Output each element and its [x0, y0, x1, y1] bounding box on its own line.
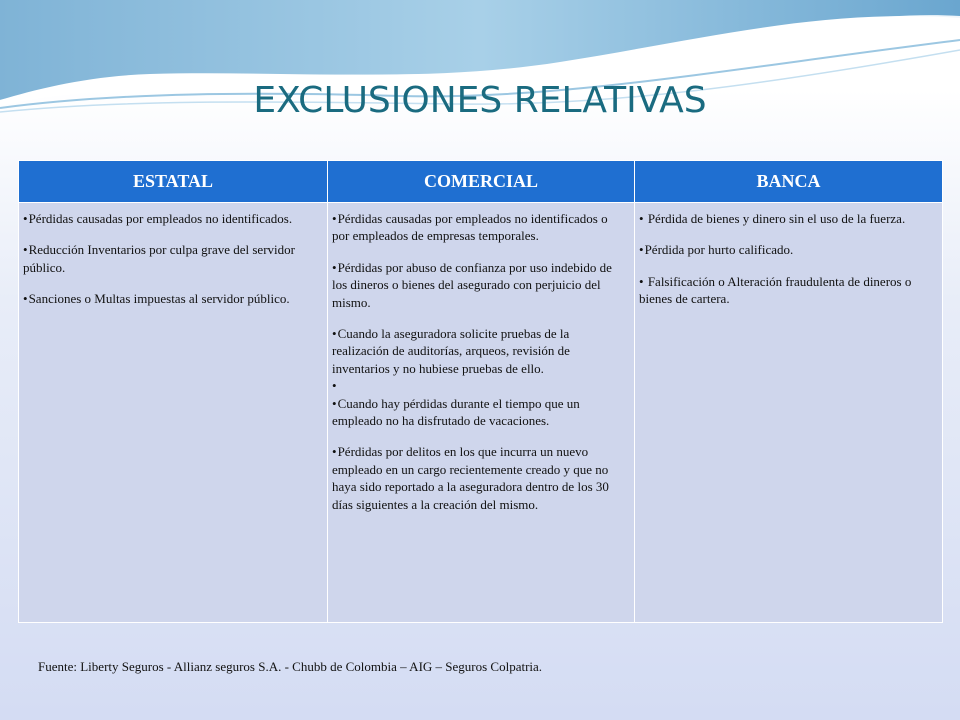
cell-banca: [635, 203, 943, 623]
list-item: •Pérdidas por delitos en los que incurra un nuevo empleado en un cargo recientemente creado y que no haya sido reportado a la aseguradora dentro de los 30 días siguientes a la creación del mismo.: [332, 444, 609, 512]
source-footnote: Fuente: Liberty Seguros - Allianz seguros S.A. - Chubb de Colombia – AIG – Seguros Colpatria.: [38, 659, 543, 674]
list-item: •Pérdidas por abuso de confianza por uso indebido de los dineros o bienes del asegurado con perjuicio del mismo.: [332, 259, 612, 310]
page-title: EXCLUSIONES RELATIVAS: [253, 80, 707, 121]
column-header-banca: BANCA: [635, 161, 943, 203]
table-header-row: [19, 161, 943, 203]
column-header-estatal: ESTATAL: [19, 161, 328, 203]
exclusions-table: [18, 160, 943, 623]
list-item: •Reducción Inventarios por culpa grave del servidor público.: [23, 242, 295, 275]
list-item: •Pérdida por hurto calificado.: [639, 242, 794, 258]
table-row: [19, 203, 943, 623]
list-item: • Pérdida de bienes y dinero sin el uso de la fuerza.: [639, 211, 906, 226]
cell-estatal: [19, 203, 328, 623]
list-item: •Sanciones o Multas impuestas al servidor público.: [23, 291, 290, 307]
column-header-comercial: COMERCIAL: [328, 161, 635, 203]
list-item: • Falsificación o Alteración fraudulenta de dineros o bienes de cartera.: [639, 273, 912, 307]
list-item: •Pérdidas causadas por empleados no identificados.: [23, 211, 293, 226]
cell-comercial: [328, 203, 635, 623]
list-item: •Cuando hay pérdidas durante el tiempo que un empleado no ha disfrutado de vacaciones.: [332, 395, 580, 429]
list-item: •Cuando la aseguradora solicite pruebas de la realización de auditorías, arqueos, revisión de inventarios y no hubiese pruebas de ello.: [332, 326, 570, 376]
list-item: •Pérdidas causadas por empleados no identificados o por empleados de empresas temporales.: [332, 211, 608, 244]
list-item: •: [332, 378, 337, 394]
